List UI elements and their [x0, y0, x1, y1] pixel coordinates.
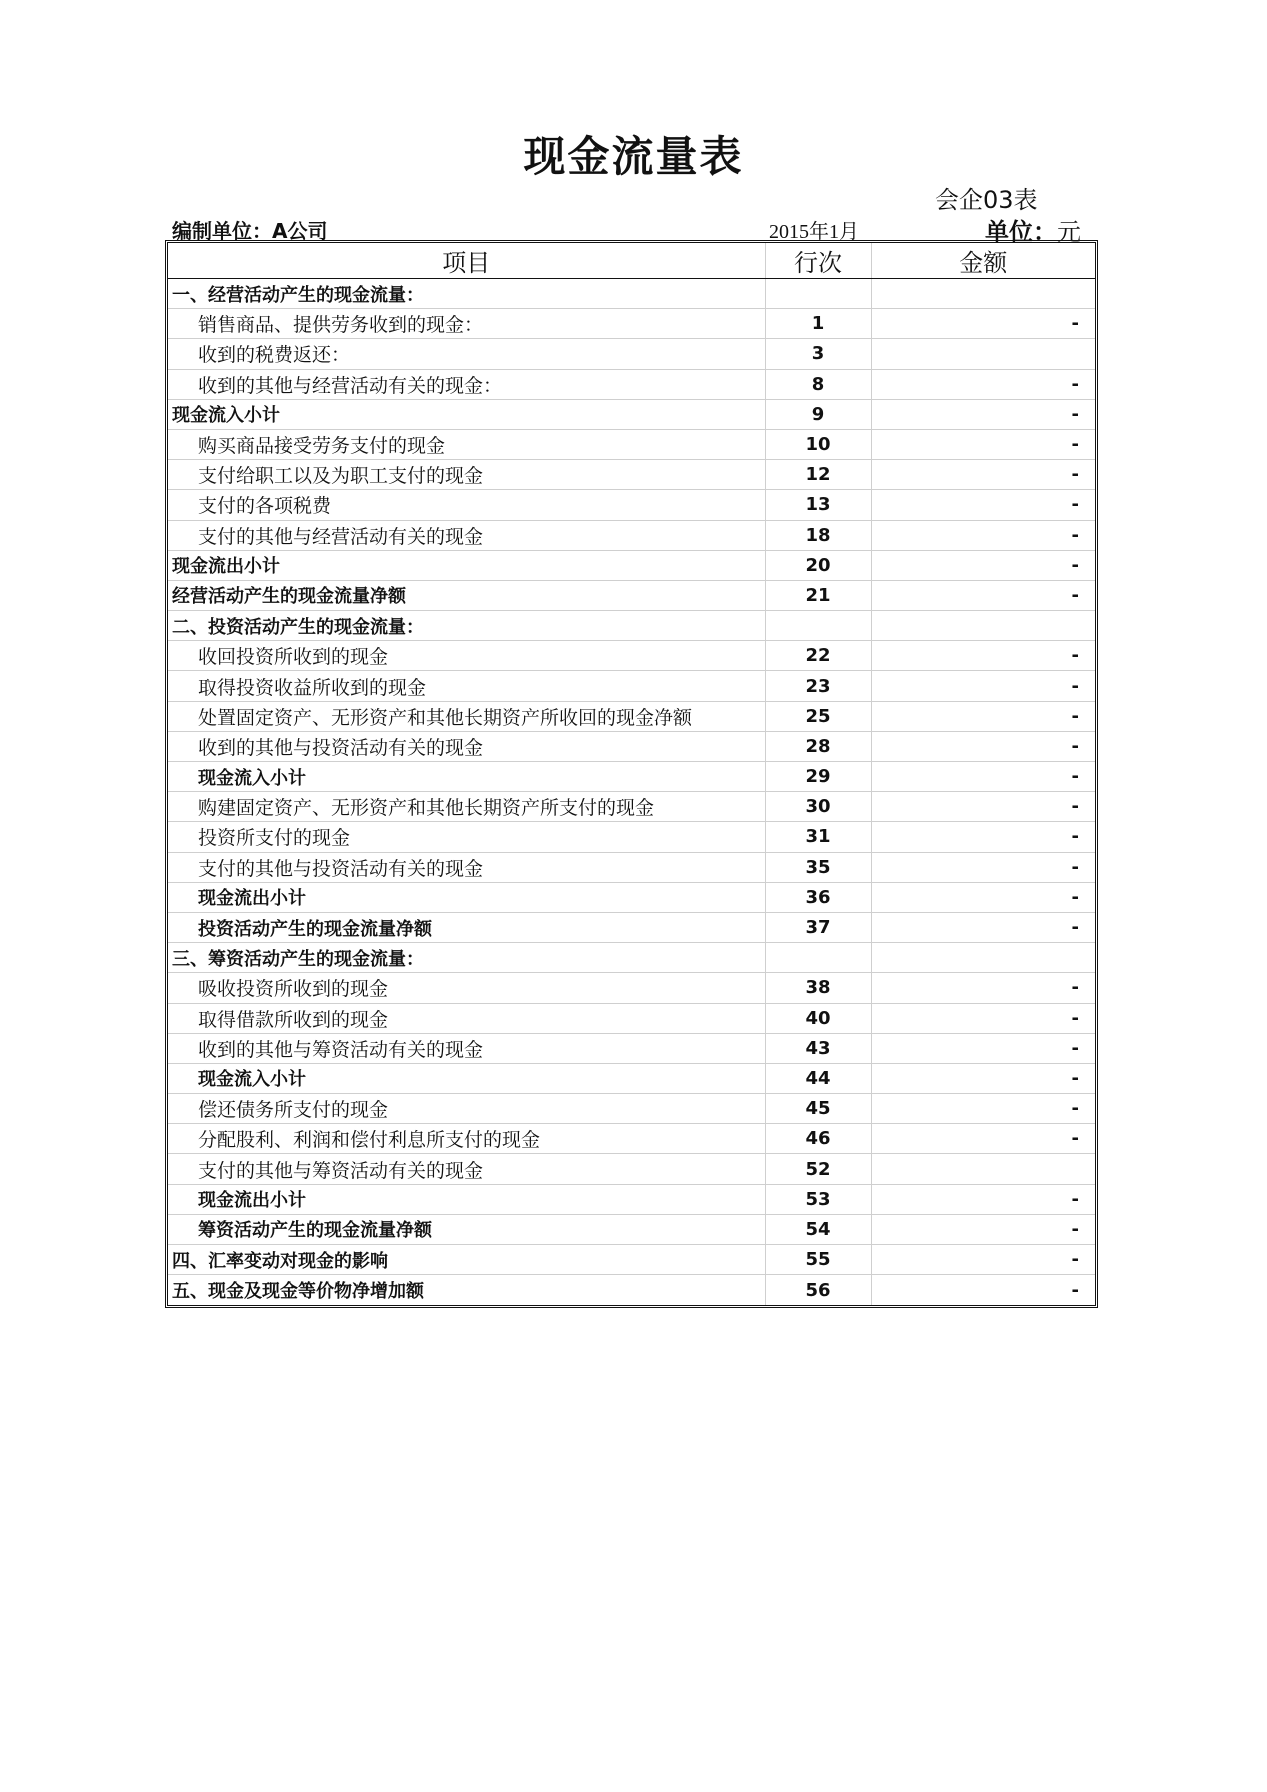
- table-row: [168, 731, 1095, 761]
- header-line: 行次: [765, 243, 871, 279]
- row-item: 现金流出小计: [168, 882, 765, 912]
- table-row: [168, 339, 1095, 369]
- row-amount: -: [871, 822, 1095, 852]
- table-row: [168, 1214, 1095, 1244]
- row-line-number: 37: [765, 912, 871, 942]
- row-amount: -: [871, 701, 1095, 731]
- row-line-number: 18: [765, 520, 871, 550]
- row-line-number: 55: [765, 1245, 871, 1275]
- row-item: 吸收投资所收到的现金: [168, 973, 765, 1003]
- row-amount: -: [871, 550, 1095, 580]
- row-line-number: [765, 279, 871, 309]
- row-amount: -: [871, 520, 1095, 550]
- row-line-number: 38: [765, 973, 871, 1003]
- row-line-number: 31: [765, 822, 871, 852]
- row-line-number: 12: [765, 460, 871, 490]
- form-code: 会企03表: [935, 186, 1038, 214]
- row-item: 筹资活动产生的现金流量净额: [168, 1214, 765, 1244]
- row-item: 分配股利、利润和偿付利息所支付的现金: [168, 1124, 765, 1154]
- row-amount: -: [871, 762, 1095, 792]
- table-row: [168, 973, 1095, 1003]
- row-amount: -: [871, 490, 1095, 520]
- row-amount: -: [871, 671, 1095, 701]
- table-row: [168, 1094, 1095, 1124]
- table-row: [168, 822, 1095, 852]
- row-amount: -: [871, 460, 1095, 490]
- unit-label: 单位：: [985, 218, 1057, 246]
- row-item: 一、经营活动产生的现金流量：: [168, 279, 765, 309]
- table-row: [168, 701, 1095, 731]
- row-amount: -: [871, 580, 1095, 610]
- table-row: [168, 912, 1095, 942]
- table-row: [168, 1184, 1095, 1214]
- table-row: [168, 429, 1095, 459]
- table-row: [168, 792, 1095, 822]
- table-row: [168, 882, 1095, 912]
- row-amount: -: [871, 852, 1095, 882]
- header-amount: 金额: [871, 243, 1095, 279]
- table-row: [168, 1063, 1095, 1093]
- table-row: [168, 762, 1095, 792]
- table-row: [168, 852, 1095, 882]
- row-item: 收回投资所收到的现金: [168, 641, 765, 671]
- cash-flow-table: [165, 240, 1098, 1308]
- page-title: 现金流量表: [523, 132, 744, 181]
- row-item: 现金流出小计: [168, 550, 765, 580]
- row-amount: -: [871, 1063, 1095, 1093]
- row-line-number: 52: [765, 1154, 871, 1184]
- row-amount: -: [871, 369, 1095, 399]
- row-item: 收到的其他与经营活动有关的现金：: [168, 369, 765, 399]
- row-amount: -: [871, 792, 1095, 822]
- row-amount: [871, 279, 1095, 309]
- row-amount: [871, 1154, 1095, 1184]
- row-amount: -: [871, 973, 1095, 1003]
- row-amount: -: [871, 1245, 1095, 1275]
- row-line-number: 35: [765, 852, 871, 882]
- row-amount: -: [871, 1003, 1095, 1033]
- row-line-number: 28: [765, 731, 871, 761]
- row-amount: -: [871, 641, 1095, 671]
- row-item: 取得投资收益所收到的现金: [168, 671, 765, 701]
- table-row: [168, 550, 1095, 580]
- row-line-number: 23: [765, 671, 871, 701]
- row-item: 投资活动产生的现金流量净额: [168, 912, 765, 942]
- row-item: 三、筹资活动产生的现金流量：: [168, 943, 765, 973]
- row-amount: [871, 943, 1095, 973]
- row-line-number: [765, 943, 871, 973]
- table-header-row: [168, 243, 1095, 279]
- row-line-number: 13: [765, 490, 871, 520]
- row-amount: -: [871, 731, 1095, 761]
- row-item: 现金流出小计: [168, 1184, 765, 1214]
- row-item: 二、投资活动产生的现金流量：: [168, 611, 765, 641]
- row-line-number: 9: [765, 399, 871, 429]
- row-line-number: 43: [765, 1033, 871, 1063]
- row-item: 支付给职工以及为职工支付的现金: [168, 460, 765, 490]
- row-item: 现金流入小计: [168, 762, 765, 792]
- table-row: [168, 580, 1095, 610]
- table-row: [168, 279, 1095, 309]
- row-item: 收到的其他与筹资活动有关的现金: [168, 1033, 765, 1063]
- row-amount: -: [871, 1094, 1095, 1124]
- table-row: [168, 1154, 1095, 1184]
- table-row: [168, 1033, 1095, 1063]
- row-amount: -: [871, 912, 1095, 942]
- table-row: [168, 641, 1095, 671]
- row-item: 现金流入小计: [168, 1063, 765, 1093]
- row-line-number: 30: [765, 792, 871, 822]
- row-line-number: 54: [765, 1214, 871, 1244]
- table-row: [168, 1275, 1095, 1305]
- row-amount: -: [871, 1214, 1095, 1244]
- table-row: [168, 1245, 1095, 1275]
- row-line-number: 21: [765, 580, 871, 610]
- table-row: [168, 611, 1095, 641]
- row-item: 现金流入小计: [168, 399, 765, 429]
- row-line-number: 20: [765, 550, 871, 580]
- row-amount: [871, 611, 1095, 641]
- report-period: 2015年1月: [769, 221, 859, 243]
- table-row: [168, 1124, 1095, 1154]
- row-item: 销售商品、提供劳务收到的现金：: [168, 309, 765, 339]
- row-amount: -: [1071, 1279, 1079, 1301]
- row-amount: -: [871, 1184, 1095, 1214]
- row-amount: -: [871, 399, 1095, 429]
- row-line-number: 45: [765, 1094, 871, 1124]
- row-line-number: 40: [765, 1003, 871, 1033]
- row-item: 四、汇率变动对现金的影响: [168, 1245, 765, 1275]
- row-item: 支付的各项税费: [168, 490, 765, 520]
- table-row: [168, 1003, 1095, 1033]
- row-amount: -: [871, 882, 1095, 912]
- row-item: 支付的其他与投资活动有关的现金: [168, 852, 765, 882]
- row-item: 支付的其他与筹资活动有关的现金: [168, 1154, 765, 1184]
- table-row: [168, 460, 1095, 490]
- row-line-number: 1: [765, 309, 871, 339]
- table-row: [168, 943, 1095, 973]
- row-item: 经营活动产生的现金流量净额: [168, 580, 765, 610]
- row-line-number: 46: [765, 1124, 871, 1154]
- row-line-number: 25: [765, 701, 871, 731]
- row-line-number: [765, 611, 871, 641]
- table-row: [168, 671, 1095, 701]
- row-amount: -: [871, 309, 1095, 339]
- row-item: 收到的其他与投资活动有关的现金: [168, 731, 765, 761]
- row-item: 支付的其他与经营活动有关的现金: [168, 520, 765, 550]
- row-item: 收到的税费返还：: [168, 339, 765, 369]
- row-line-number: 10: [765, 429, 871, 459]
- row-line-number: 3: [765, 339, 871, 369]
- header-item: 项目: [168, 243, 765, 279]
- table-row: [168, 309, 1095, 339]
- row-line-number: 29: [765, 762, 871, 792]
- row-amount: -: [871, 1124, 1095, 1154]
- row-item: 五、现金及现金等价物净增加额: [172, 1281, 424, 1303]
- row-amount: -: [871, 429, 1095, 459]
- row-line-number: 22: [765, 641, 871, 671]
- row-item: 投资所支付的现金: [168, 822, 765, 852]
- row-item: 购买商品接受劳务支付的现金: [168, 429, 765, 459]
- row-item: 处置固定资产、无形资产和其他长期资产所收回的现金净额: [168, 701, 765, 731]
- row-amount: [871, 339, 1095, 369]
- table-row: [168, 369, 1095, 399]
- row-item: 偿还债务所支付的现金: [168, 1094, 765, 1124]
- table-row: [168, 490, 1095, 520]
- table-body: [168, 279, 1095, 1305]
- row-line-number: 56: [765, 1275, 871, 1305]
- unit-value: 元: [1057, 218, 1081, 246]
- row-line-number: 8: [765, 369, 871, 399]
- row-item: 取得借款所收到的现金: [168, 1003, 765, 1033]
- row-line-number: 36: [765, 882, 871, 912]
- row-amount: -: [871, 1033, 1095, 1063]
- row-line-number: 53: [765, 1184, 871, 1214]
- table-row: [168, 520, 1095, 550]
- company-name: 编制单位：A公司: [172, 219, 328, 243]
- table-row: [168, 399, 1095, 429]
- row-item: 购建固定资产、无形资产和其他长期资产所支付的现金: [168, 792, 765, 822]
- row-line-number: 44: [765, 1063, 871, 1093]
